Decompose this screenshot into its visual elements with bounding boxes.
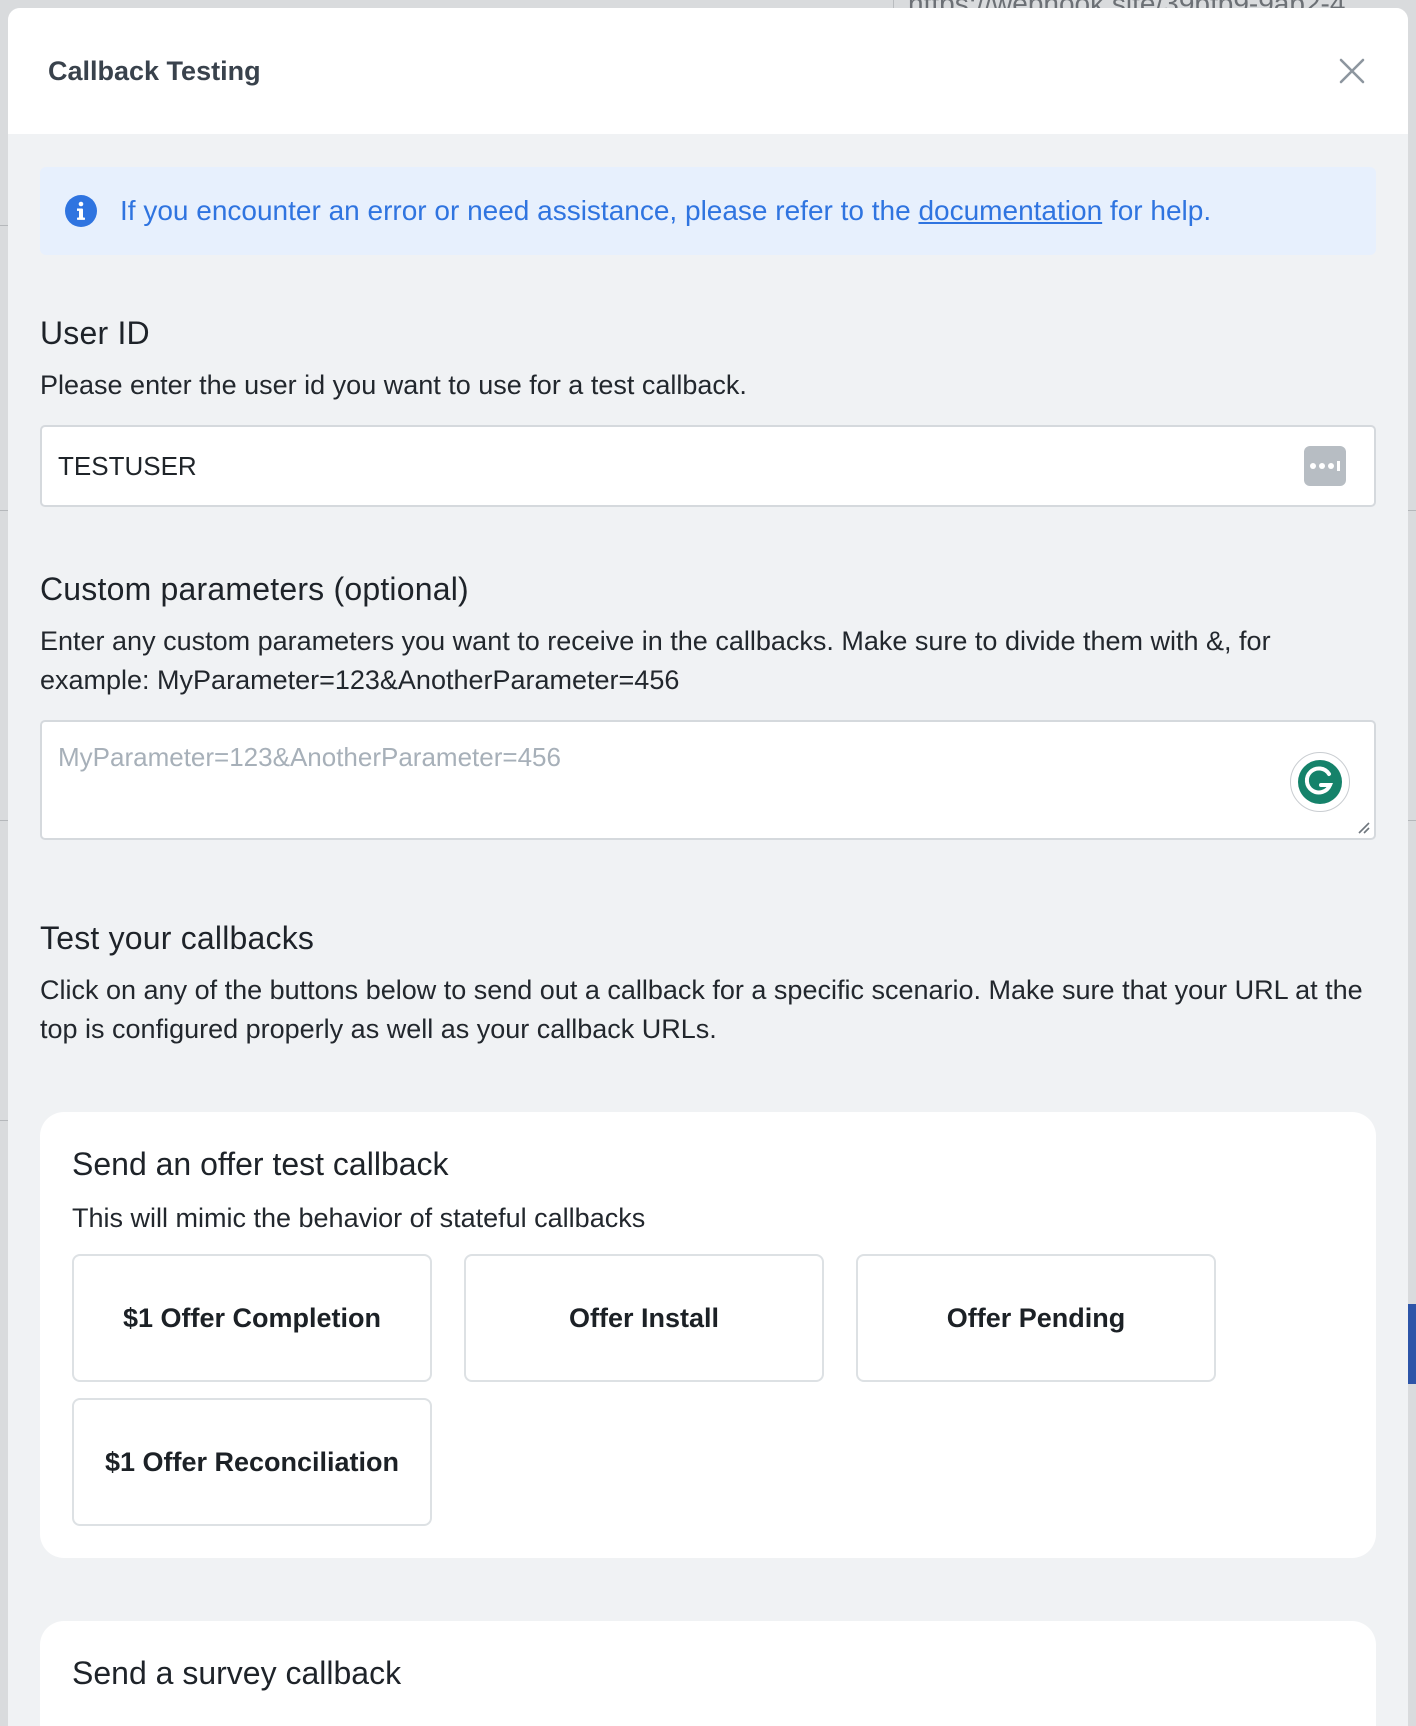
test-callbacks-section	[40, 920, 1376, 1049]
grammarly-icon[interactable]	[1290, 752, 1350, 812]
grammarly-logo	[1296, 758, 1344, 806]
info-icon	[64, 194, 98, 228]
password-manager-icon[interactable]	[1304, 446, 1346, 486]
test-callbacks-description: Click on any of the buttons below to send out a callback for a specific scenario. Make sure that your URL at the top is configured properly as well as your callback URLs.	[40, 975, 1363, 1044]
custom-parameters-description: Enter any custom parameters you want to receive in the callbacks. Make sure to divide them with &, for example: MyParameter=123&AnotherParameter=456	[40, 626, 1271, 695]
custom-parameters-placeholder: MyParameter=123&AnotherParameter=456	[58, 742, 561, 772]
offer-pending-button[interactable]: Offer Pending	[856, 1254, 1216, 1382]
close-icon	[1338, 57, 1366, 85]
modal-body	[8, 134, 1408, 1726]
offer-callback-card	[40, 1112, 1376, 1558]
offer-card-title: Send an offer test callback	[72, 1146, 449, 1182]
user-id-input[interactable]	[40, 425, 1376, 507]
callback-testing-modal	[8, 8, 1408, 1726]
custom-parameters-textarea[interactable]	[40, 720, 1376, 840]
info-banner-text: If you encounter an error or need assistance, please refer to the documentation for help.	[120, 195, 1212, 226]
offer-button-grid	[72, 1254, 1344, 1526]
user-id-section	[40, 315, 1376, 507]
dots-icon	[1308, 461, 1342, 471]
resize-handle-icon[interactable]	[1355, 819, 1371, 835]
close-button[interactable]	[1330, 49, 1374, 93]
survey-callback-card	[40, 1621, 1376, 1726]
test-callbacks-title: Test your callbacks	[40, 920, 315, 956]
offer-completion-button[interactable]: $1 Offer Completion	[72, 1254, 432, 1382]
user-id-description: Please enter the user id you want to use for a test callback.	[40, 370, 747, 400]
offer-card-description: This will mimic the behavior of stateful callbacks	[72, 1203, 646, 1233]
documentation-link[interactable]: documentation	[918, 195, 1103, 226]
offer-install-button[interactable]: Offer Install	[464, 1254, 824, 1382]
user-id-title: User ID	[40, 315, 150, 351]
survey-card-title: Send a survey callback	[72, 1655, 402, 1691]
user-id-value: TESTUSER	[58, 450, 197, 481]
custom-parameters-title: Custom parameters (optional)	[40, 571, 469, 607]
custom-parameters-section	[40, 571, 1376, 840]
offer-reconciliation-button[interactable]: $1 Offer Reconciliation	[72, 1398, 432, 1526]
info-banner	[40, 167, 1376, 255]
modal-header	[8, 8, 1408, 134]
modal-title: Callback Testing	[48, 55, 261, 86]
